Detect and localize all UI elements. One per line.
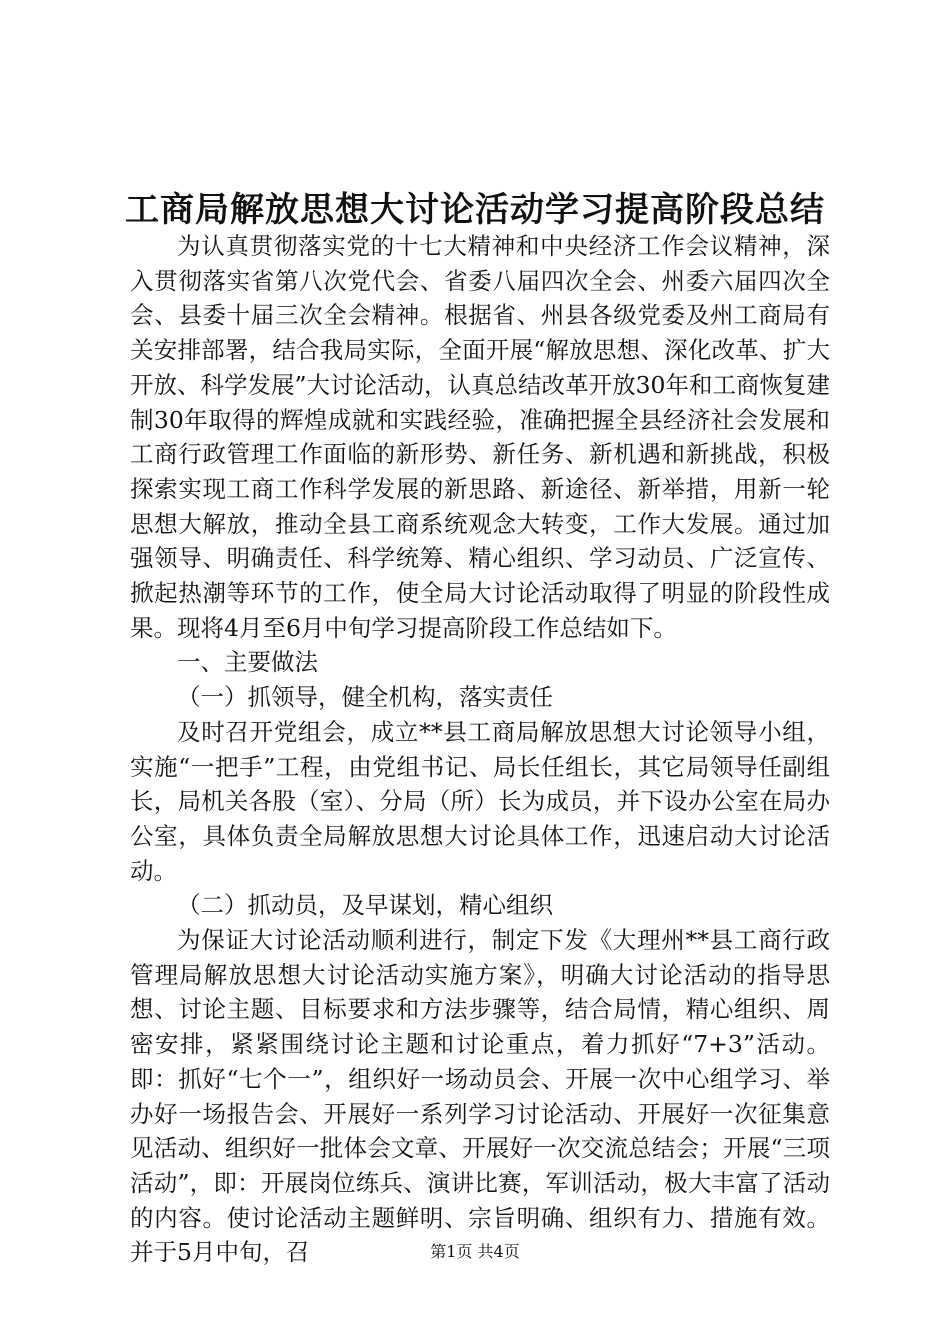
page-number-footer: 第1页 共4页 <box>430 1242 520 1261</box>
leadership-paragraph: 及时召开党组会，成立**县工商局解放思想大讨论领导小组，实施“一把手”工程，由党组书记、局长任组长，其它局领导任副组长，局机关各股（室）、分局（所）长为成员，并下设办公室在局办公室，具体负责全局解放思想大讨论具体工作，迅速启动大讨论活动。 <box>130 717 830 885</box>
intro-paragraph: 为认真贯彻落实党的十七大精神和中央经济工作会议精神，深入贯彻落实省第八次党代会、省委八届四次全会、州委六届四次全会、县委十届三次全会精神。根据省、州县各级党委及州工商局有关安排部署，结合我局实际，全面开展“解放思想、深化改革、扩大开放、科学发展”大讨论活动，认真总结改革开放30年和工商恢复建制30年取得的辉煌成就和实践经验，准确把握全县经济社会发展和工商行政管理工作面临的新形势、新任务、新机遇和新挑战，积极探索实现工商工作科学发展的新思路、新途径、新举措，用新一轮思想大解放，推动全县工商系统观念大转变，工作大发展。通过加强领导、明确责任、科学统筹、精心组织、学习动员、广泛宣传、掀起热潮等环节的工作，使全局大讨论活动取得了明显的阶段性成果。现将4月至6月中旬学习提高阶段工作总结如下。 <box>130 232 830 642</box>
section-heading-main-practices: 一、主要做法 <box>177 648 318 677</box>
document-body <box>130 229 830 1270</box>
mobilization-paragraph: 为保证大讨论活动顺利进行，制定下发《大理州**县工商行政管理局解放思想大讨论活动实施方案》，明确大讨论活动的指导思想、讨论主题、目标要求和方法步骤等，结合局情，精心组织、周密安排，紧紧围绕讨论主题和讨论重点，着力抓好“7+3”活动。即：抓好“七个一”，组织好一场动员会、开展一次中心组学习、举办好一场报告会、开展好一系列学习讨论活动、开展好一次征集意见活动、组织好一批体会文章、开展好一次交流总结会；开展“三项活动”，即：开展岗位练兵、演讲比赛，军训活动，极大丰富了活动的内容。使讨论活动主题鲜明、宗旨明确、组织有力、措施有效。并于5月中旬，召 <box>130 926 830 1267</box>
subsection-heading-leadership: （一）抓领导，健全机构，落实责任 <box>177 683 553 712</box>
document-title: 工商局解放思想大讨论活动学习提高阶段总结 <box>125 190 825 230</box>
subsection-heading-mobilization: （二）抓动员，及早谋划，精心组织 <box>177 891 553 920</box>
